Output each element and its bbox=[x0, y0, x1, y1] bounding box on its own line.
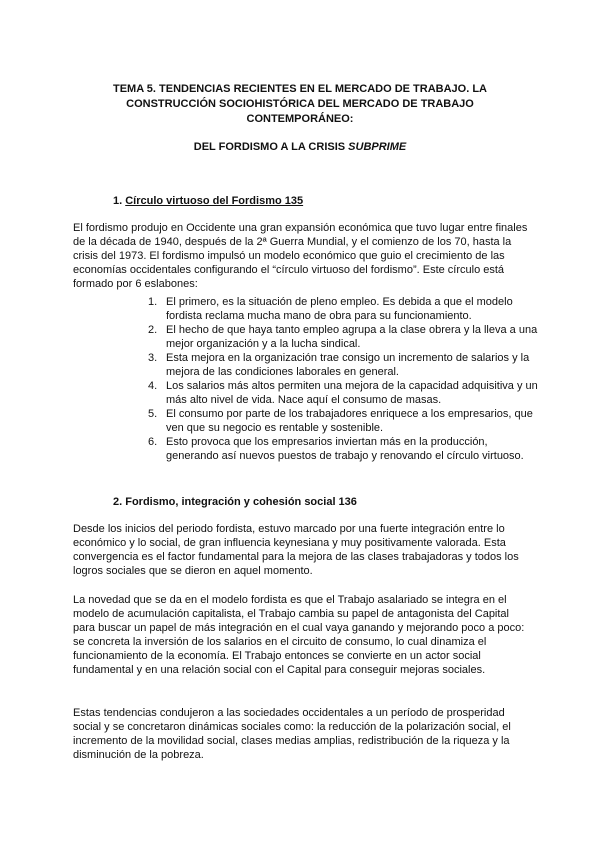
list-item bbox=[136, 295, 538, 323]
list-item-number: 1. bbox=[148, 296, 158, 308]
list-item bbox=[136, 351, 538, 379]
document-subtitle bbox=[80, 141, 520, 153]
list-item-text: El consumo por parte de los trabajadores enriquece a los empresarios, que ven que su negocio es rentable y sostenible. bbox=[166, 408, 533, 434]
section-1-number: 1. bbox=[113, 195, 126, 207]
subtitle-text: DEL FORDISMO A LA CRISIS bbox=[193, 141, 349, 153]
section-2-paragraph: La novedad que se da en el modelo fordista es que el Trabajo asalariado se integra en el modelo de acumulación capitalista, el Trabajo cambia su papel de antagonista del Capital para buscar un papel de más integración en el cual vaya ganando y mejorando poco a poco: se concreta la inversión de los salarios en el circuito de consumo, lo cual dinamiza el funcionamiento de la economía. El Trabajo entonces se convierte en un actor social fundamental y en una relación social con el Capital para conseguir mejoras sociales. bbox=[73, 594, 525, 676]
list-item bbox=[136, 323, 538, 351]
section-2-paragraph: Estas tendencias condujeron a las sociedades occidentales a un período de prosperidad social y se concretaron dinámicas sociales como: la reducción de la polarización social, el incremento de la movilidad social, clases medias amplias, redistribución de la riqueza y la disminución de la pobreza. bbox=[73, 707, 511, 761]
subtitle-emphasis: SUBPRIME bbox=[348, 141, 407, 153]
list-item-text: El hecho de que haya tanto empleo agrupa a la clase obrera y la lleva a una mejor organización y a la lucha sindical. bbox=[166, 324, 538, 350]
list-item bbox=[136, 379, 538, 407]
list-item bbox=[136, 435, 538, 463]
section-1-heading bbox=[113, 195, 303, 207]
list-item-text: Esto provoca que los empresarios inviertan más en la producción, generando así nuevos puestos de trabajo y renovando el círculo virtuoso. bbox=[166, 436, 524, 462]
list-item-number: 5. bbox=[148, 408, 158, 420]
section-1-heading-text: Círculo virtuoso del Fordismo 135 bbox=[125, 195, 304, 207]
document-title: TEMA 5. TENDENCIAS RECIENTES EN EL MERCADO DE TRABAJO. LA CONSTRUCCIÓN SOCIOHISTÓRICA DEL MERCADO DE TRABAJO CONTEMPORÁNEO: bbox=[112, 83, 488, 125]
list-item-number: 6. bbox=[148, 436, 158, 448]
list-item-text: Esta mejora en la organización trae consigo un incremento de salarios y la mejora de las condiciones laborales en general. bbox=[166, 352, 530, 378]
list-item-number: 4. bbox=[148, 380, 158, 392]
list-item-number: 3. bbox=[148, 352, 158, 364]
list-item bbox=[136, 407, 538, 435]
list-item-text: Los salarios más altos permiten una mejora de la capacidad adquisitiva y un más alto nivel de vida. Nace aquí el consumo de masas. bbox=[166, 380, 538, 406]
section-2-paragraph: Desde los inicios del periodo fordista, estuvo marcado por una fuerte integración entre lo económico y lo social, de gran influencia keynesiana y muy positivamente valorada. Esta convergencia es el factor fundamental para la mejora de las clases trabajadoras y todos los logros sociales que se dieron en aquel momento. bbox=[73, 523, 519, 577]
eslabones-list bbox=[136, 295, 538, 463]
list-item-text: El primero, es la situación de pleno empleo. Es debida a que el modelo fordista reclama mucha mano de obra para su funcionamiento. bbox=[166, 296, 513, 322]
list-item-number: 2. bbox=[148, 324, 158, 336]
section-1-intro: El fordismo produjo en Occidente una gran expansión económica que tuvo lugar entre finales de la década de 1940, después de la 2ª Guerra Mundial, y el comienzo de los 70, hasta la crisis del 1973. El fordismo impulsó un modelo económico que guio el crecimiento de las economías occidentales configurando el “círculo virtuoso del fordismo”. Este círculo está formado por 6 eslabones: bbox=[73, 222, 528, 290]
section-2-heading: 2. Fordismo, integración y cohesión social 136 bbox=[113, 496, 357, 508]
